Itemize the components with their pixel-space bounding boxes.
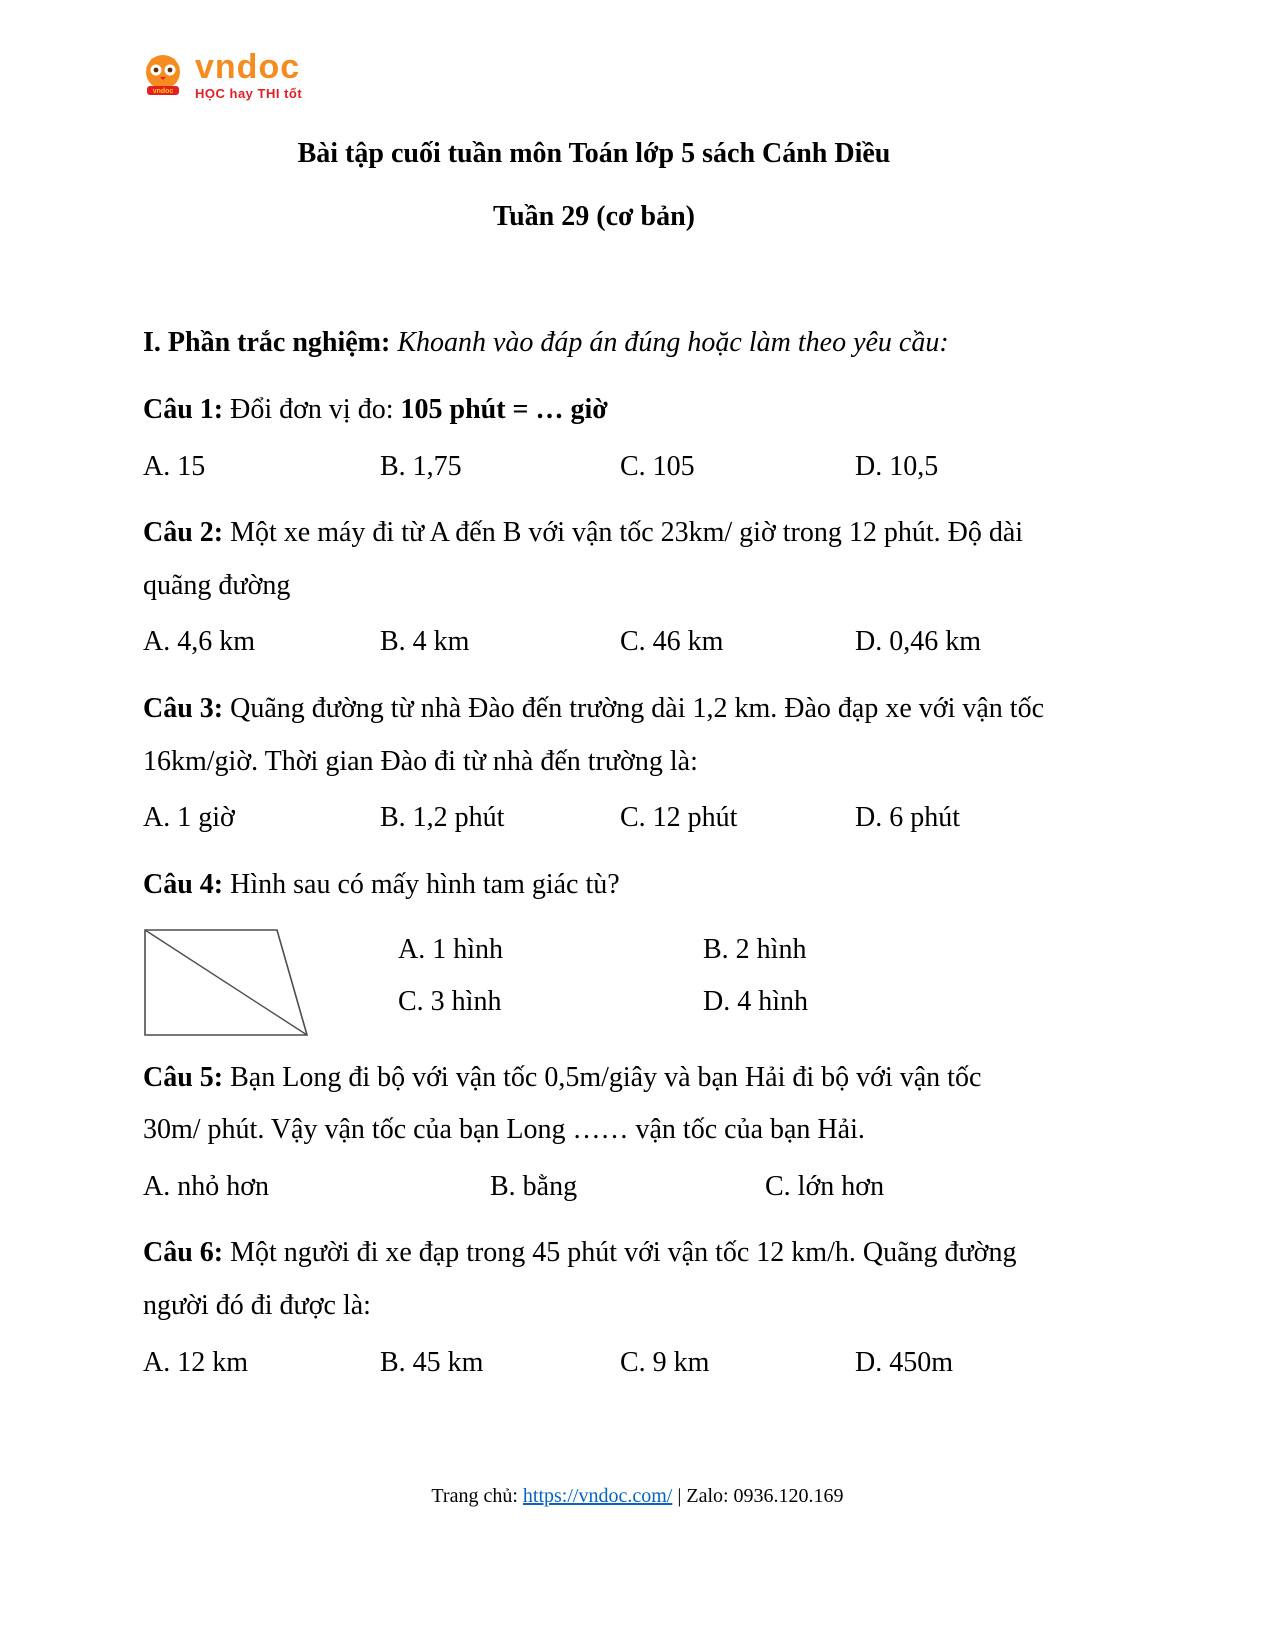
option-c: C. 3 hình [398,986,502,1018]
option-c: C. 105 [620,450,695,482]
option-d: D. 450m [855,1346,953,1378]
question-6-text [143,1227,1045,1332]
question-5 [143,1052,1045,1214]
vndoc-brand-name: vndoc [195,48,301,86]
page-subtitle: Tuần 29 (cơ bản) [493,200,695,232]
question-text: Đổi đơn vị đo: [230,393,394,425]
question-2-options [143,616,1045,669]
question-3-options [143,792,1045,845]
question-5-text [143,1052,1045,1157]
section-label: I. Phần trắc nghiệm: [143,327,391,359]
option-a: A. 4,6 km [143,626,255,658]
homepage-link[interactable]: https://vndoc.com/ [522,1485,673,1507]
question-1 [143,384,1045,493]
option-a: A. 12 km [143,1346,248,1378]
question-1-text [143,384,1045,437]
option-d: D. 4 hình [703,986,808,1018]
option-a: A. nhỏ hơn [143,1170,270,1202]
question-label: Câu 3: [143,693,224,724]
option-b: B. 45 km [380,1346,484,1378]
question-label: Câu 2: [143,517,224,549]
question-label: Câu 4: [143,868,224,900]
option-d: D. 10,5 [855,450,939,482]
vndoc-logo [139,50,1045,112]
vndoc-logo-text [195,50,302,100]
question-1-options [143,441,1045,494]
question-2-text [143,507,1045,612]
page-footer [0,1482,1275,1510]
footer-prefix: Trang chủ: [431,1485,523,1507]
option-b: B. 4 km [380,626,470,658]
question-label: Câu 6: [143,1237,224,1269]
question-label: Câu 1: [143,393,224,425]
option-c: C. 46 km [620,626,724,658]
question-4 [143,859,1045,1038]
question-6-options [143,1337,1045,1390]
question-text: Một xe máy đi từ A đến B với vận tốc 23km/ giờ trong 12 phút. Độ dài quãng đường [143,517,1024,601]
question-4-body [143,922,1045,1038]
question-text: Quãng đường từ nhà Đào đến trường dài 1,2 km. Đào đạp xe với vận tốc 16km/giờ. Thời gian Đào đi từ nhà đến trường là: [143,693,1045,777]
question-text: Bạn Long đi bộ với vận tốc 0,5m/giây và bạn Hải đi bộ với vận tốc 30m/ phút. Vậy vận tốc của bạn Long …… vận tốc của bạn Hải. [143,1061,982,1146]
quadrilateral-diagram [143,928,311,1038]
option-a: A. 1 hình [398,933,503,965]
question-2 [143,507,1045,669]
option-b: B. bằng [490,1170,578,1202]
question-6 [143,1227,1045,1389]
question-5-options [143,1161,1045,1214]
section-heading [143,317,1045,370]
option-d: D. 0,46 km [855,626,981,658]
option-a: A. 15 [143,450,206,482]
question-text: Một người đi xe đạp trong 45 phút với vận tốc 12 km/h. Quãng đường người đó đi được là: [143,1237,1017,1321]
question-4-text [143,859,1045,912]
option-a: A. 1 giờ [143,802,235,834]
question-4-options [398,924,808,1029]
option-c: C. lớn hơn [765,1170,885,1202]
option-b: B. 2 hình [703,933,807,965]
question-3-text [143,683,1045,788]
option-b: B. 1,2 phút [380,802,505,834]
option-b: B. 1,75 [380,450,462,482]
vndoc-mascot-icon [139,50,187,98]
question-label: Câu 5: [143,1061,224,1093]
option-d: D. 6 phút [855,802,960,834]
footer-suffix: | Zalo: 0936.120.169 [672,1485,844,1507]
vndoc-tagline: HỌC hay THI tốt [195,86,303,101]
question-text-bold: 105 phút = … giờ [400,393,608,425]
option-c: C. 9 km [620,1346,710,1378]
question-3 [143,683,1045,845]
option-c: C. 12 phút [620,802,738,834]
section-instruction: Khoanh vào đáp án đúng hoặc làm theo yêu cầu: [397,327,949,359]
svg-text:vndoc: vndoc [152,88,174,95]
page-title: Bài tập cuối tuần môn Toán lớp 5 sách Cánh Diều [297,138,891,169]
question-text: Hình sau có mấy hình tam giác tù? [230,868,620,900]
